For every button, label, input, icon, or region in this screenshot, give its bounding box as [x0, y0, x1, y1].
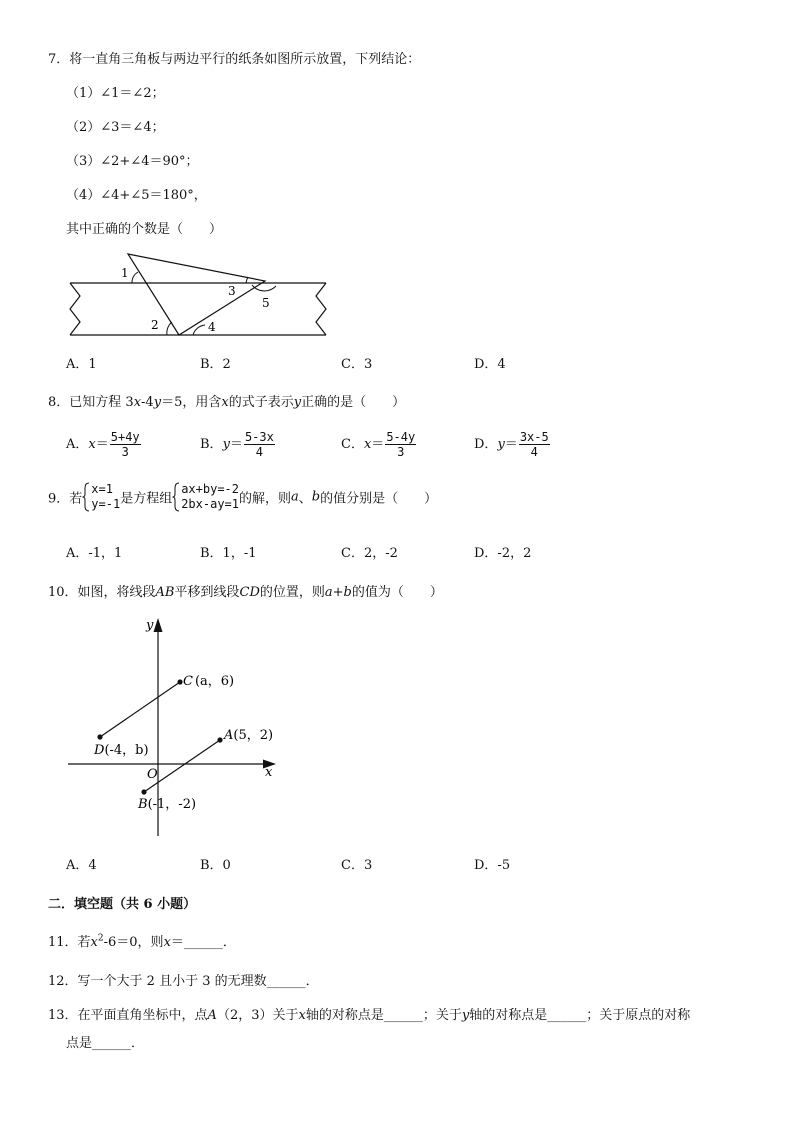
q10-point-c [177, 679, 182, 684]
q10-coord-a: (5，2) [233, 728, 274, 743]
q7-option-c: C．3 [341, 357, 373, 372]
q10-point-b [141, 789, 146, 794]
q7-item-3: （3）∠2+∠4＝90°； [66, 154, 199, 169]
q10-stem: 10．如图，将线段AB平移到线段CD的位置，则a+b的值为（ ） [48, 585, 443, 600]
q7-item-2: （2）∠3＝∠4； [66, 120, 165, 135]
q10-option-d: D．-5 [474, 858, 511, 873]
q10-label-c: C [183, 674, 193, 689]
q7-angle-3-label: 3 [228, 284, 236, 298]
section-heading-fill-in: 二．填空题（共 6 小题） [48, 897, 197, 912]
q10-coord-b: (-1，-2) [147, 797, 197, 812]
q9-option-a: A．-1，1 [66, 546, 123, 561]
q10-label-a: A [224, 728, 234, 743]
q9-option-c: C．2，-2 [341, 546, 398, 561]
q8-stem: 8．已知方程 3x-4y＝5，用含x的式子表示y正确的是（ ） [48, 395, 406, 410]
q7-tail: 其中正确的个数是（ ） [66, 222, 223, 237]
q7-angle-4-label: 4 [208, 320, 216, 334]
q10-coordinate-figure [60, 612, 290, 838]
q11-text: 11．若$x^2-6=0$，则x＝______． [48, 933, 236, 950]
q7-stem: 7．将一直角三角板与两边平行的纸条如图所示放置，下列结论： [48, 52, 421, 67]
q10-origin-label: O [147, 767, 158, 782]
q9-equation-system: ax+by=-2 2bx-ay=1 [172, 482, 239, 512]
q10-x-axis-label: x [265, 765, 273, 780]
q10-label-d: D [94, 743, 105, 758]
q7-angle-5-label: 5 [262, 296, 270, 310]
q9-option-b: B．1，-1 [200, 546, 257, 561]
q10-y-axis-label: y [146, 618, 154, 633]
q7-figure [60, 248, 340, 343]
q7-angle-2-label: 2 [151, 318, 159, 332]
q8-option-a: A．x＝ $\frac{5+4y}{3}$ [66, 430, 140, 459]
q10-option-c: C．3 [341, 858, 373, 873]
q10-point-d [97, 734, 102, 739]
q7-item-4: （4）∠4+∠5＝180°， [66, 188, 207, 203]
svg-text:B(-1，-2) [137, 797, 196, 812]
svg-text:A(5，2) [223, 728, 273, 743]
q10-coord-c: (a，6) [194, 674, 235, 689]
q7-item-1: （1）∠1＝∠2； [66, 86, 165, 101]
q10-coord-d: (-4，b) [104, 743, 149, 758]
q9-solution-system: x=1 y=-1 [82, 482, 120, 512]
q7-option-a: A．1 [66, 357, 97, 372]
q8-option-b: B．y＝ $\frac{5-3x}{4}$ [200, 430, 274, 459]
q9-stem: 9．若 x=1 y=-1 是方程组 ax+by=-2 2bx-ay=1 的解，则a、b的值分别是（ ） [48, 482, 438, 511]
q8-option-c: C．x＝ $\frac{5-4y}{3}$ [341, 430, 416, 459]
svg-text:D(-4，b) [93, 743, 149, 758]
q8-option-d: D．y＝ $\frac{3x-5}{4}$ [474, 430, 549, 459]
q13-text-line2: 点是______． [66, 1036, 145, 1051]
q10-label-b: B [138, 797, 148, 812]
q10-point-a [217, 737, 222, 742]
q9-option-d: D．-2，2 [474, 546, 532, 561]
q7-option-d: D．4 [474, 357, 506, 372]
q12-text: 12．写一个大于 2 且小于 3 的无理数______． [48, 974, 319, 989]
q10-option-a: A．4 [66, 858, 97, 873]
svg-text:C(a，6) [183, 674, 234, 689]
q10-option-b: B．0 [200, 858, 231, 873]
q7-option-b: B．2 [200, 357, 231, 372]
q7-angle-1-label: 1 [121, 266, 129, 280]
q13-text-line1: 13．在平面直角坐标中，点A（2，3）关于x轴的对称点是______；关于y轴的对称点是______；关于原点的对称 [48, 1008, 691, 1023]
